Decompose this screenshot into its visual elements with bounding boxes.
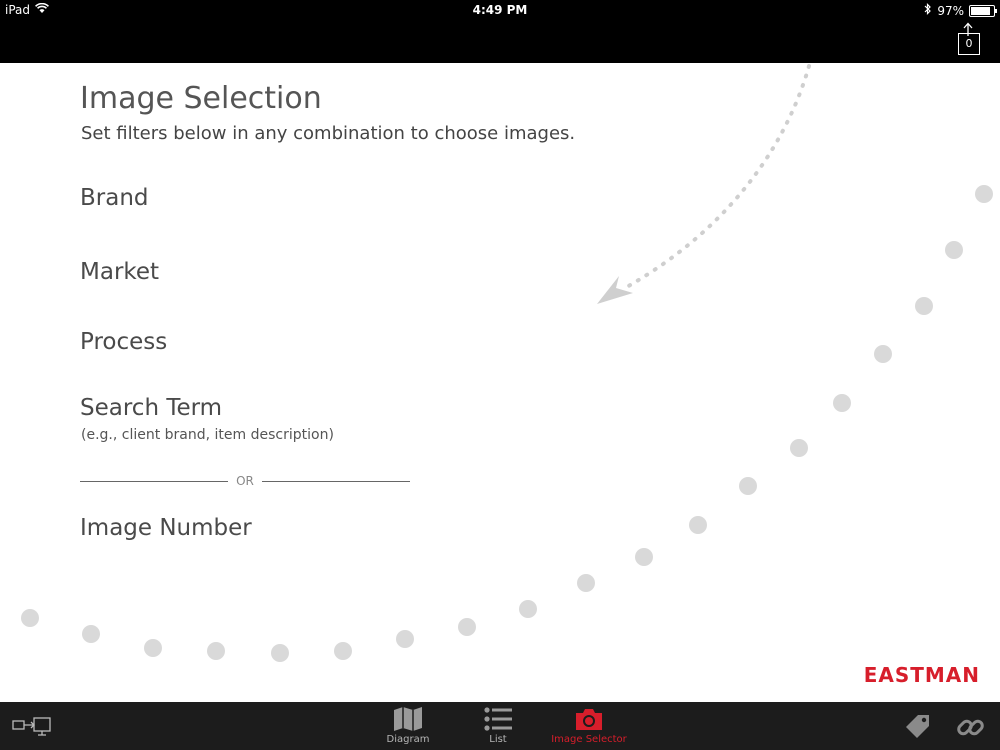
brand-filter[interactable]: Brand [80,185,149,211]
divider-line-left [80,481,228,482]
tab-image-selector[interactable] [549,702,629,750]
page-subtitle: Set filters below in any combination to choose images. [81,123,576,144]
process-filter[interactable]: Process [80,329,168,355]
page-title: Image Selection [80,81,322,116]
status-time: 4:49 PM [472,3,528,17]
decorative-dotted-path [0,63,1000,702]
battery-percent: 97% [937,3,964,18]
image-number-filter[interactable]: Image Number [80,515,252,541]
status-bar-right [924,3,995,18]
tag-icon[interactable] [903,712,933,746]
tab-list[interactable] [458,702,538,750]
battery-level [971,7,990,15]
device-name: iPad [5,3,31,17]
tab-bar [0,702,1000,750]
link-icon[interactable] [955,712,987,746]
screen-mirror-icon[interactable] [12,716,52,742]
search-term-hint: (e.g., client brand, item description) [81,427,334,443]
share-count-badge: 0 [958,33,980,55]
or-label: OR [236,474,254,488]
tab-list-label: List [489,734,507,745]
or-divider [80,471,410,491]
battery-icon [969,5,995,17]
market-filter[interactable]: Market [80,259,160,285]
list-icon [483,706,513,732]
camera-icon [574,706,604,732]
tab-image-selector-label: Image Selector [551,734,627,745]
divider-line-right [262,481,410,482]
bluetooth-icon [924,3,932,18]
tab-diagram[interactable] [368,702,448,750]
top-bar [0,0,1000,63]
main-content [0,63,1000,702]
tab-diagram-label: Diagram [386,734,430,745]
search-term-filter[interactable]: Search Term [80,395,223,421]
map-icon [393,706,423,732]
share-button[interactable] [956,22,982,56]
eastman-logo: EASTMAN [863,663,980,687]
